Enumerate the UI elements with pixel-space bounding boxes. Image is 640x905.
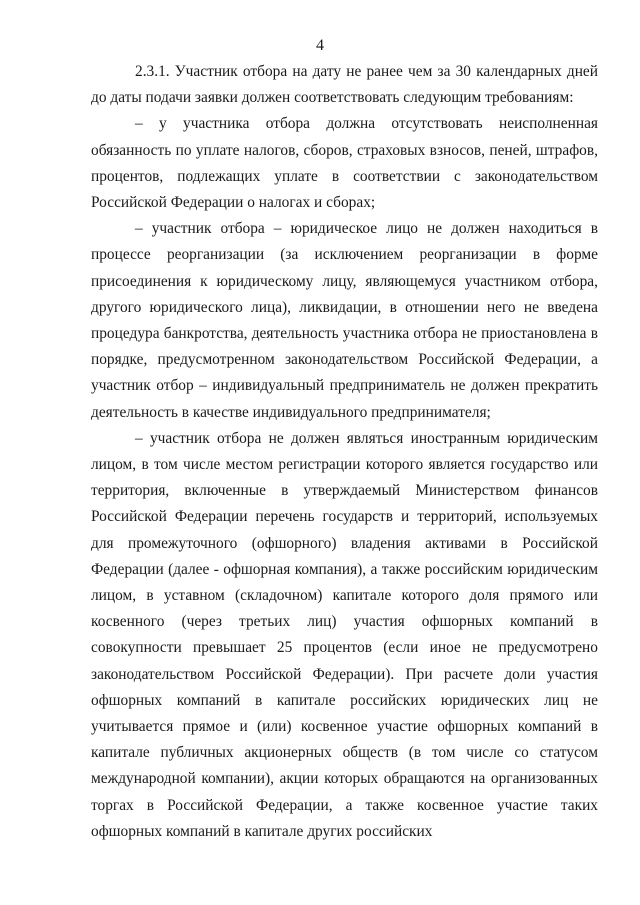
document-body — [91, 59, 598, 845]
paragraph-reorganization: – участник отбора – юридическое лицо не должен находиться в процессе реорганизации (за исключением реорганизации в форме присоединения к юридическому лицу, являющемуся участником отбора, другого юридического лица), ликвидации, в отношении него не введена процедура банкротства, деятельность участника отбора не приостановлена в порядке, предусмотренном законодательством Российской Федерации, а участник отбор – индивидуальный предприниматель не должен прекратить деятельность в качестве индивидуального предпринимателя; — [91, 220, 598, 421]
paragraph-offshore: – участник отбора не должен являться иностранным юридическим лицом, в том числе местом регистрации которого является государство или территория, включенные в утверждаемый Министерством финансов Российской Федерации перечень государств и территорий, используемых для промежуточного (офшорного) владения активами в Российской Федерации (далее - офшорная компания), а также российским юридическим лицом, в уставном (складочном) капитале которого доля прямого или косвенного (через третьих лиц) участия офшорных компаний в совокупности превышает 25 процентов (если иное не предусмотрено законодательством Российской Федерации). При расчете доли участия офшорных компаний в капитале российских юридических лиц не учитывается прямое и (или) косвенное участие офшорных компаний в капитале публичных акционерных обществ (в том числе со статусом международной компании), акции которых обращаются на организованных торгах в Российской Федерации, а также косвенное участие таких офшорных компаний в капитале других российских — [91, 429, 598, 840]
paragraph-clause-2-3-1: 2.3.1. Участник отбора на дату не ранее чем за 30 календарных дней до даты подачи заявки должен соответствовать следующим требованиям: — [91, 63, 598, 107]
page-number: 4 — [316, 37, 324, 54]
paragraph-tax-obligations: – у участника отбора должна отсутствовать неисполненная обязанность по уплате налогов, сборов, страховых взносов, пеней, штрафов, процентов, подлежащих уплате в соответствии с законодательством Российской Федерации о налогах и сборах; — [91, 115, 598, 212]
